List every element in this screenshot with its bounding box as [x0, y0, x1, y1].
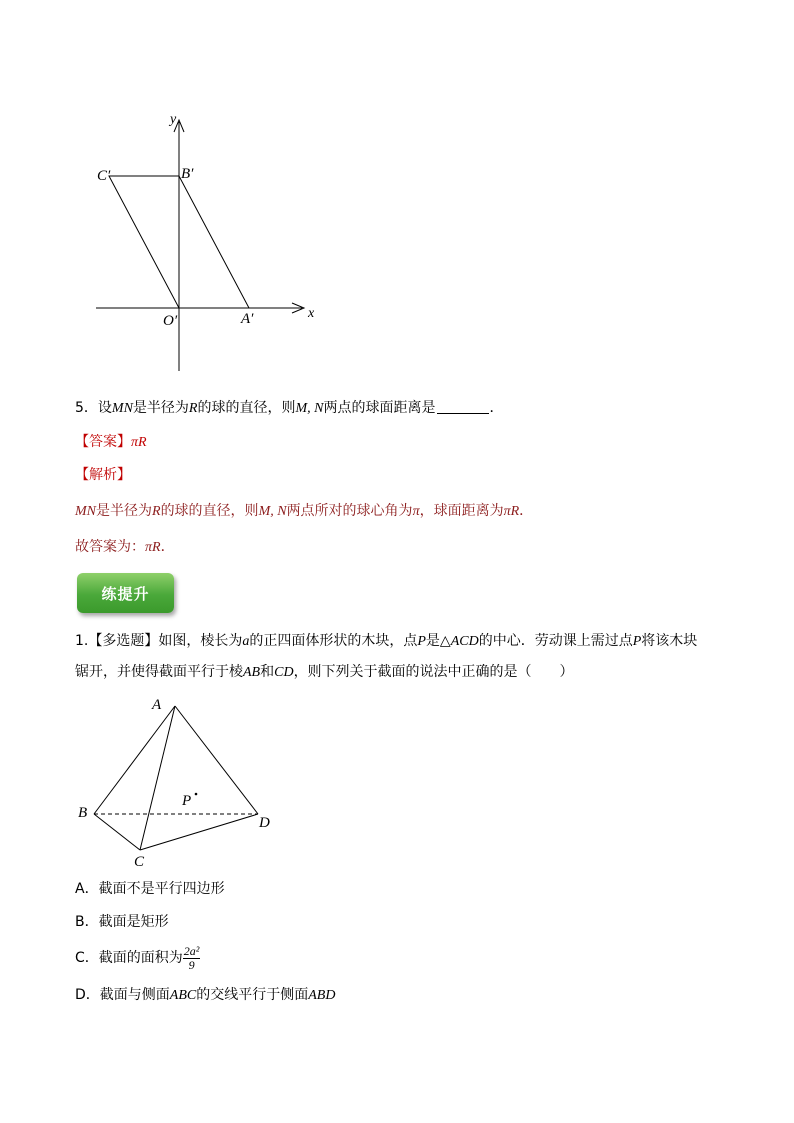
q1-line1-b: 的正四面体形状的木块，点: [249, 633, 418, 649]
label-d: D: [259, 815, 270, 831]
label-c: C: [134, 854, 145, 870]
conclusion-end: ．: [160, 539, 175, 555]
analysis-t5: ．: [519, 503, 534, 519]
q5-r: R: [188, 401, 198, 416]
option-d-abc: ABC: [169, 988, 197, 1003]
q5-mn: MN: [111, 401, 133, 416]
edge-bc: [94, 814, 140, 850]
q5-mn-pair: M, N: [295, 401, 324, 416]
analysis-t2: 的球的直径，则: [160, 503, 259, 519]
q1-line2-a: 锯开，并使得截面平行于棱: [75, 664, 243, 680]
label-b: B: [78, 805, 88, 821]
option-d-prefix: D．截面与侧面: [75, 987, 170, 1003]
analysis-t1: 是半径为: [96, 503, 152, 519]
option-d-abd: ABD: [308, 988, 336, 1003]
tetrahedron-figure: [72, 690, 292, 880]
q5-text-a: 设: [97, 400, 112, 416]
option-a: A．截面不是平行四边形: [75, 881, 225, 897]
label-a: A: [152, 697, 162, 713]
q1-line1-a: 1.【多选题】如图，棱长为: [75, 633, 243, 649]
edge-cd: [140, 814, 258, 850]
question-1-line-1: [75, 631, 697, 652]
analysis-label: 【解析】: [75, 467, 131, 483]
section-badge: 练提升: [77, 573, 174, 613]
option-c-prefix: C．截面的面积为: [75, 950, 183, 966]
label-c-prime: C′: [97, 168, 111, 184]
analysis-r: R: [152, 504, 161, 519]
option-c-denominator: 9: [188, 957, 195, 972]
y-axis-label: y: [170, 112, 177, 127]
conclusion-text: 故答案为：: [75, 539, 145, 555]
q1-p2: P: [632, 634, 642, 649]
option-d: [75, 985, 335, 1006]
label-p: P: [182, 793, 192, 809]
answer-value: πR: [131, 435, 147, 450]
answer-blank: [437, 399, 489, 414]
q5-text-c: 的球的直径，则: [197, 400, 296, 416]
analysis-pir: πR: [503, 504, 520, 519]
coordinate-figure: [90, 108, 330, 378]
edge-ac: [140, 706, 175, 850]
option-c-numerator: 2a²: [183, 943, 200, 958]
q1-line2-b: 和: [260, 664, 275, 680]
option-c-fraction: [183, 945, 201, 972]
q1-ab: AB: [243, 665, 261, 680]
conclusion-value: πR: [145, 540, 161, 555]
analysis-pi: π: [412, 504, 420, 519]
analysis-mn-pair: M, N: [258, 504, 287, 519]
analysis-text: [75, 501, 533, 522]
edge-ab: [94, 706, 175, 814]
q1-line1-d: 的中心．劳动课上需过点: [478, 633, 633, 649]
point-p: [195, 793, 198, 796]
x-axis-label: x: [308, 306, 315, 321]
q5-text-b: 是半径为: [132, 400, 189, 416]
option-d-mid: 的交线平行于侧面: [196, 987, 309, 1003]
q5-number: 5．: [75, 400, 98, 416]
q1-cd: CD: [274, 665, 294, 680]
label-o-prime: O′: [163, 313, 178, 329]
q1-line1-c: 是: [425, 633, 440, 649]
label-b-prime: B′: [181, 166, 194, 182]
conclusion-line: [75, 537, 175, 558]
option-b: B．截面是矩形: [75, 914, 169, 930]
q1-line1-e: 将该木块: [641, 633, 698, 649]
question-5: [75, 398, 503, 419]
q1-p: P: [417, 634, 426, 649]
label-a-prime: A′: [241, 311, 254, 327]
q5-end: ．: [489, 400, 504, 416]
answer-label: 【答案】: [75, 434, 131, 450]
q1-a: a: [242, 634, 250, 649]
question-1-line-2: [75, 662, 574, 683]
option-c: [75, 943, 200, 973]
q1-triangle: △ACD: [439, 634, 479, 649]
analysis-t4: ，球面距离为: [419, 503, 504, 519]
analysis-t3: 两点所对的球心角为: [286, 503, 413, 519]
q1-line2-c: ，则下列关于截面的说法中正确的是（ ）: [293, 664, 574, 680]
q5-text-d: 两点的球面距离是: [323, 400, 436, 416]
analysis-mn: MN: [75, 504, 96, 519]
answer-line: [75, 432, 147, 453]
